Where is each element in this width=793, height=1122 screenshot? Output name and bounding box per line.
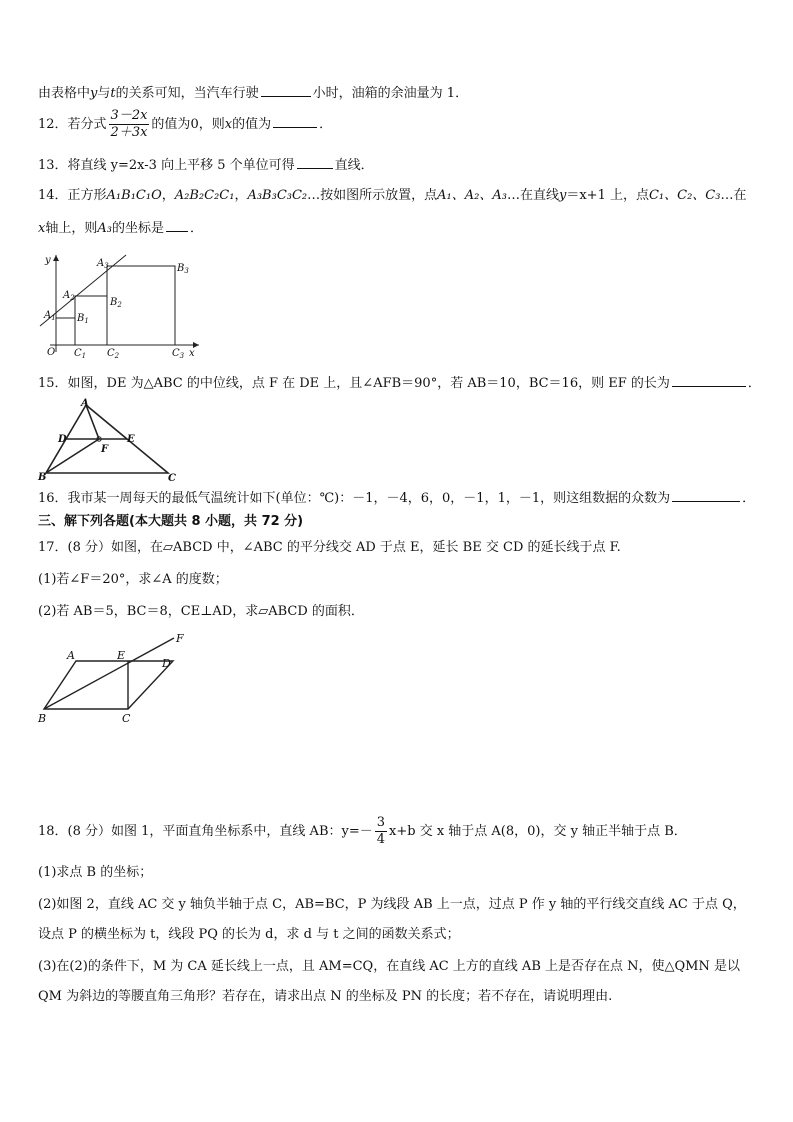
q12-var-x: x xyxy=(224,117,233,132)
q16-text: 16．我市某一周每天的最低气温统计如下(单位：℃)：－1，－4，6，0，－1，1，－1，则这组数据的众数为 xyxy=(38,491,671,506)
q17-fig-label-a: A xyxy=(67,649,75,662)
q13-text-after: 直线． xyxy=(334,158,374,173)
question-18-part-2-line-2: 设点 P 的横坐标为 t，线段 PQ 的长为 d，求 d 与 t 之间的函数关系式； xyxy=(38,927,460,942)
q15-fig-label-a: A xyxy=(81,398,89,409)
q14-square-1: A₁B₁C₁O xyxy=(106,188,162,203)
q12-fraction xyxy=(109,108,150,141)
q15-answer-blank[interactable] xyxy=(672,373,746,387)
q12-text-mid2: ，则 xyxy=(198,117,225,132)
q14-fig-label-c3: $C_3$ xyxy=(172,348,185,360)
q14-fig-label-c1: $C_1$ xyxy=(74,348,87,360)
q14-point-a3: A₃ xyxy=(97,221,112,236)
q14-fig-label-b1: $B_1$ xyxy=(77,313,89,325)
q14-fig-label-b2: $B_2$ xyxy=(110,297,122,309)
q17-fig-label-d: D xyxy=(162,657,171,670)
q14-text-e: ， xyxy=(234,188,248,203)
question-13 xyxy=(38,155,374,175)
q14-text-m: …在 xyxy=(720,188,747,203)
intro-text-3: 的关系可知，当汽车行驶 xyxy=(115,86,259,101)
q18-fraction xyxy=(375,815,387,848)
question-18-part-1: (1)求点 B 的坐标； xyxy=(38,865,153,880)
q15-fig-label-e: E xyxy=(127,434,135,445)
q14-text-c: ， xyxy=(161,188,175,203)
q14-square-1 xyxy=(56,318,75,345)
question-18-part-3-line-2: QM 为斜边的等腰直角三角形？若存在，请求出点 N 的坐标及 PN 的长度；若不存在，请说明理由. xyxy=(38,989,613,1004)
q15-figure xyxy=(34,396,184,484)
q12-end: ． xyxy=(319,117,333,132)
intro-var-t: t xyxy=(110,86,116,101)
question-18-stem xyxy=(38,815,687,848)
q15-text: 15．如图，DE 为△ABC 的中位线，点 F 在 DE 上，且∠AFB＝90°，若 AB＝10，BC＝16，则 EF 的长为 xyxy=(38,376,670,391)
q14-var-x: x xyxy=(38,221,46,236)
q17-fig-label-c: C xyxy=(122,712,131,725)
q14-text-a: 14．正方形 xyxy=(38,188,107,203)
intro-var-y: y xyxy=(90,86,98,101)
q14-text-i: …在直线 xyxy=(506,188,559,203)
q15-fig-label-b: B xyxy=(38,472,47,483)
q17-fig-label-f: F xyxy=(176,632,184,645)
question-14-line-1 xyxy=(38,187,746,205)
q18-stem-a: 18．(8 分）如图 1，平面直角坐标系中，直线 AB：y=－ xyxy=(38,824,373,839)
section-3-heading: 三、解下列各题(本大题共 8 小题，共 72 分) xyxy=(38,514,304,529)
q12-label: 12．若分式 xyxy=(38,117,107,132)
intro-text-4: 小时，油箱的余油量为 xyxy=(312,86,443,101)
q18-fraction-denominator: 4 xyxy=(376,832,386,847)
intro-tail: 1． xyxy=(446,86,469,101)
q16-answer-blank[interactable] xyxy=(672,488,740,502)
q13-text: 13．将直线 y=2x-3 向上平移 5 个单位可得 xyxy=(38,158,295,173)
question-16 xyxy=(38,488,755,508)
q14-square-3: A₃B₃C₃C₂ xyxy=(247,188,308,203)
q14-text-2d: 的坐标是 xyxy=(111,221,164,236)
q17-parallelogram-abcd xyxy=(44,661,173,709)
q18-fraction-numerator: 3 xyxy=(376,815,386,830)
intro-line xyxy=(38,83,468,103)
q14-text-2b: 轴上，则 xyxy=(45,221,98,236)
q12-text-mid3: 的值为 xyxy=(232,117,272,132)
question-12 xyxy=(38,108,332,141)
q13-answer-blank[interactable] xyxy=(297,155,333,169)
q14-answer-blank[interactable] xyxy=(166,218,188,232)
question-15 xyxy=(38,373,761,393)
q14-fig-label-y: y xyxy=(45,255,51,266)
q12-zero: 0 xyxy=(190,117,199,132)
q14-fig-label-a3: $A_3$ xyxy=(97,258,109,270)
question-17-part-1: (1)若∠F＝20°，求∠A 的度数； xyxy=(38,572,228,587)
q14-text-2e: ． xyxy=(189,221,203,236)
question-18-part-3-line-1: (3)在(2)的条件下，M 为 CA 延长线上一点，且 AM=CQ，在直线 AC 上方的直线 AB 上是否存在点 N，使△QMN 是以 xyxy=(38,959,740,974)
q12-answer-blank[interactable] xyxy=(273,114,317,128)
q14-points-a: A₁、A₂、A₃ xyxy=(437,188,507,203)
q15-segment-bf xyxy=(46,439,99,473)
q18-stem-b: x+b 交 x 轴于点 A(8，0)，交 y 轴正半轴于点 B． xyxy=(389,824,687,839)
intro-answer-blank[interactable] xyxy=(261,83,311,97)
q12-text-mid: 的值为 xyxy=(151,117,191,132)
q17-segment-bf xyxy=(44,638,174,709)
q15-fig-label-c: C xyxy=(168,473,176,484)
q16-end: ． xyxy=(742,491,756,506)
q14-var-y: y xyxy=(558,188,567,203)
q14-fig-label-a2: $A_2$ xyxy=(63,290,75,302)
question-17-part-2: (2)若 AB＝5，BC＝8，CE⊥AD，求▱ABCD 的面积． xyxy=(38,604,364,619)
q14-square-2: A₂B₂C₂C₁ xyxy=(174,188,235,203)
q15-fig-label-f: F xyxy=(101,444,109,455)
question-14-line-2 xyxy=(38,218,203,238)
q12-fraction-numerator: 3－2x xyxy=(110,108,148,123)
q14-fig-label-b3: $B_3$ xyxy=(177,263,189,275)
q14-fig-label-c2: $C_2$ xyxy=(107,348,120,360)
question-17-stem: 17．(8 分）如图，在▱ABCD 中，∠ABC 的平分线交 AD 于点 E，延长 BE 交 CD 的延长线于点 F. xyxy=(38,540,621,555)
q15-end: ． xyxy=(747,376,761,391)
q14-points-c: C₁、C₂、C₃ xyxy=(648,188,721,203)
intro-text-1: 由表格中 xyxy=(38,86,91,101)
q14-text-k: ＝x+1 上，点 xyxy=(566,188,649,203)
question-18-part-2-line-1: (2)如图 2，直线 AC 交 y 轴负半轴于点 C，AB=BC，P 为线段 AB 上一点，过点 P 作 y 轴的平行线交直线 AC 于点 Q， xyxy=(38,897,746,912)
intro-text-2: 与 xyxy=(97,86,111,101)
q14-fig-label-a1: $A_1$ xyxy=(44,310,56,322)
q17-fig-label-e: E xyxy=(117,649,126,662)
q17-figure xyxy=(34,628,204,728)
q15-fig-label-d: D xyxy=(58,434,67,445)
q14-figure xyxy=(34,250,204,360)
q14-fig-label-o: O xyxy=(47,347,56,358)
q14-fig-label-x: x xyxy=(189,348,195,359)
q14-text-g: …按如图所示放置，点 xyxy=(307,188,438,203)
q12-fraction-denominator: 2＋3x xyxy=(110,125,148,140)
q17-fig-label-b: B xyxy=(38,712,47,725)
